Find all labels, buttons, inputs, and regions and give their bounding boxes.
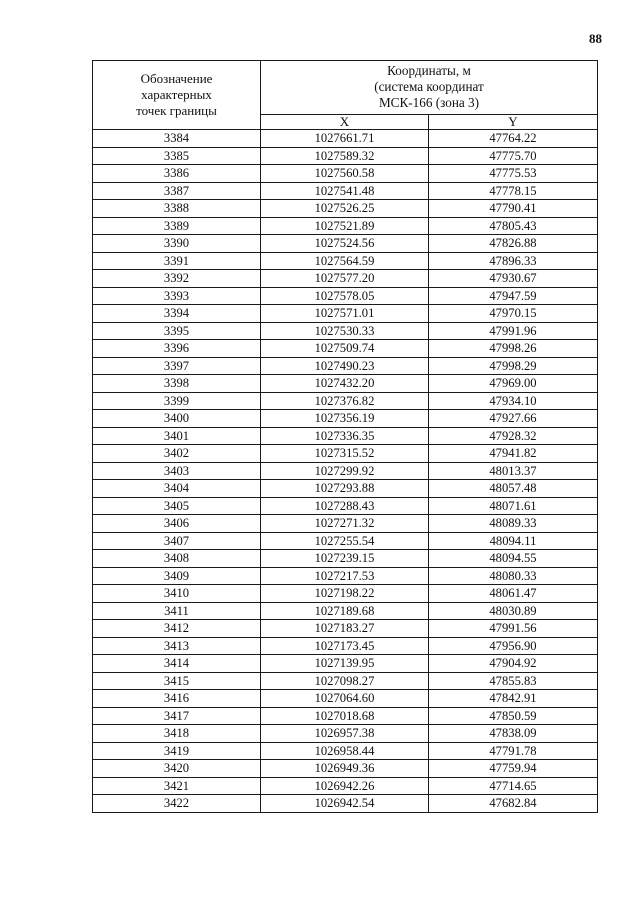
y-coordinate-cell: 48030.89 <box>429 602 598 620</box>
y-coordinate-cell: 47778.15 <box>429 182 598 200</box>
x-coordinate-cell: 1027577.20 <box>261 270 429 288</box>
table-row <box>93 322 598 340</box>
point-id-cell: 3411 <box>93 602 261 620</box>
y-coordinate-cell: 47842.91 <box>429 690 598 708</box>
y-coordinate-cell: 47991.96 <box>429 322 598 340</box>
point-id-cell: 3387 <box>93 182 261 200</box>
point-id-cell: 3393 <box>93 287 261 305</box>
x-coordinate-cell: 1027189.68 <box>261 602 429 620</box>
x-coordinate-cell: 1027198.22 <box>261 585 429 603</box>
point-id-cell: 3418 <box>93 725 261 743</box>
x-coordinate-cell: 1027173.45 <box>261 637 429 655</box>
point-id-cell: 3397 <box>93 357 261 375</box>
x-coordinate-cell: 1027589.32 <box>261 147 429 165</box>
y-coordinate-cell: 48061.47 <box>429 585 598 603</box>
point-designation-header <box>93 61 261 130</box>
point-id-cell: 3401 <box>93 427 261 445</box>
table-row <box>93 445 598 463</box>
point-id-cell: 3407 <box>93 532 261 550</box>
point-id-cell: 3399 <box>93 392 261 410</box>
page-number: 88 <box>589 31 602 46</box>
table-row <box>93 637 598 655</box>
point-id-cell: 3419 <box>93 742 261 760</box>
table-row <box>93 217 598 235</box>
table-row <box>93 585 598 603</box>
x-coordinate-cell: 1026958.44 <box>261 742 429 760</box>
y-coordinate-cell: 47998.29 <box>429 357 598 375</box>
y-coordinate-cell: 47805.43 <box>429 217 598 235</box>
table-row <box>93 760 598 778</box>
point-id-cell: 3405 <box>93 497 261 515</box>
table-row <box>93 427 598 445</box>
y-coordinate-cell: 47850.59 <box>429 707 598 725</box>
table-row <box>93 602 598 620</box>
x-coordinate-cell: 1027299.92 <box>261 462 429 480</box>
x-coordinate-cell: 1027509.74 <box>261 340 429 358</box>
point-id-cell: 3422 <box>93 795 261 813</box>
x-coordinate-cell: 1027293.88 <box>261 480 429 498</box>
table-body <box>93 130 598 813</box>
point-id-cell: 3402 <box>93 445 261 463</box>
x-coordinate-cell: 1027255.54 <box>261 532 429 550</box>
x-coordinate-cell: 1027524.56 <box>261 235 429 253</box>
point-id-cell: 3417 <box>93 707 261 725</box>
point-id-cell: 3420 <box>93 760 261 778</box>
x-coordinate-cell: 1027564.59 <box>261 252 429 270</box>
y-coordinate-cell: 47759.94 <box>429 760 598 778</box>
y-coordinate-cell: 47855.83 <box>429 672 598 690</box>
point-header-line: характерных <box>141 87 212 102</box>
y-coordinate-cell: 48094.11 <box>429 532 598 550</box>
point-id-cell: 3403 <box>93 462 261 480</box>
point-id-cell: 3394 <box>93 305 261 323</box>
x-coordinate-cell: 1026957.38 <box>261 725 429 743</box>
y-coordinate-cell: 47947.59 <box>429 287 598 305</box>
table-row <box>93 550 598 568</box>
table-row <box>93 462 598 480</box>
x-column-header: X <box>261 115 429 130</box>
y-coordinate-cell: 47941.82 <box>429 445 598 463</box>
point-header-line: точек границы <box>136 103 217 118</box>
x-coordinate-cell: 1027578.05 <box>261 287 429 305</box>
table-row <box>93 287 598 305</box>
point-header-line: Обозначение <box>140 71 213 86</box>
point-id-cell: 3414 <box>93 655 261 673</box>
point-id-cell: 3392 <box>93 270 261 288</box>
point-id-cell: 3400 <box>93 410 261 428</box>
y-coordinate-cell: 47790.41 <box>429 200 598 218</box>
y-coordinate-cell: 47775.53 <box>429 165 598 183</box>
table-row <box>93 620 598 638</box>
y-column-header: Y <box>429 115 598 130</box>
x-coordinate-cell: 1027521.89 <box>261 217 429 235</box>
y-coordinate-cell: 48089.33 <box>429 515 598 533</box>
table-row <box>93 725 598 743</box>
table-row <box>93 795 598 813</box>
coords-header-line: (система координат <box>374 79 484 94</box>
x-coordinate-cell: 1026942.54 <box>261 795 429 813</box>
y-coordinate-cell: 47682.84 <box>429 795 598 813</box>
y-coordinate-cell: 47998.26 <box>429 340 598 358</box>
point-id-cell: 3410 <box>93 585 261 603</box>
y-coordinate-cell: 47904.92 <box>429 655 598 673</box>
table-row <box>93 392 598 410</box>
y-coordinate-cell: 47791.78 <box>429 742 598 760</box>
y-coordinate-cell: 48071.61 <box>429 497 598 515</box>
point-id-cell: 3390 <box>93 235 261 253</box>
point-id-cell: 3416 <box>93 690 261 708</box>
x-coordinate-cell: 1027490.23 <box>261 357 429 375</box>
point-id-cell: 3412 <box>93 620 261 638</box>
x-coordinate-cell: 1027288.43 <box>261 497 429 515</box>
point-id-cell: 3386 <box>93 165 261 183</box>
x-coordinate-cell: 1027183.27 <box>261 620 429 638</box>
point-id-cell: 3409 <box>93 567 261 585</box>
table-row <box>93 305 598 323</box>
table-row <box>93 777 598 795</box>
x-coordinate-cell: 1027064.60 <box>261 690 429 708</box>
x-coordinate-cell: 1027315.52 <box>261 445 429 463</box>
y-coordinate-cell: 47927.66 <box>429 410 598 428</box>
point-id-cell: 3389 <box>93 217 261 235</box>
point-id-cell: 3391 <box>93 252 261 270</box>
x-coordinate-cell: 1027356.19 <box>261 410 429 428</box>
table-row <box>93 672 598 690</box>
point-id-cell: 3404 <box>93 480 261 498</box>
table-row <box>93 515 598 533</box>
y-coordinate-cell: 47775.70 <box>429 147 598 165</box>
x-coordinate-cell: 1027661.71 <box>261 130 429 148</box>
x-coordinate-cell: 1027098.27 <box>261 672 429 690</box>
table-row <box>93 567 598 585</box>
x-coordinate-cell: 1026942.26 <box>261 777 429 795</box>
x-coordinate-cell: 1027018.68 <box>261 707 429 725</box>
y-coordinate-cell: 47970.15 <box>429 305 598 323</box>
point-id-cell: 3406 <box>93 515 261 533</box>
point-id-cell: 3384 <box>93 130 261 148</box>
y-coordinate-cell: 47714.65 <box>429 777 598 795</box>
coordinates-table <box>92 60 598 813</box>
x-coordinate-cell: 1027217.53 <box>261 567 429 585</box>
x-coordinate-cell: 1027376.82 <box>261 392 429 410</box>
point-id-cell: 3388 <box>93 200 261 218</box>
table-row <box>93 235 598 253</box>
point-id-cell: 3421 <box>93 777 261 795</box>
coordinates-header <box>261 61 598 115</box>
y-coordinate-cell: 47928.32 <box>429 427 598 445</box>
table-row <box>93 182 598 200</box>
table-row <box>93 532 598 550</box>
coords-header-line: МСК-166 (зона 3) <box>378 95 480 110</box>
point-id-cell: 3398 <box>93 375 261 393</box>
point-id-cell: 3415 <box>93 672 261 690</box>
table-row <box>93 480 598 498</box>
y-coordinate-cell: 47826.88 <box>429 235 598 253</box>
y-coordinate-cell: 48057.48 <box>429 480 598 498</box>
x-coordinate-cell: 1027336.35 <box>261 427 429 445</box>
point-id-cell: 3413 <box>93 637 261 655</box>
x-coordinate-cell: 1027571.01 <box>261 305 429 323</box>
table-row <box>93 270 598 288</box>
table-row <box>93 690 598 708</box>
y-coordinate-cell: 48094.55 <box>429 550 598 568</box>
point-id-cell: 3395 <box>93 322 261 340</box>
table-row <box>93 375 598 393</box>
y-coordinate-cell: 47896.33 <box>429 252 598 270</box>
table-row <box>93 410 598 428</box>
y-coordinate-cell: 47991.56 <box>429 620 598 638</box>
y-coordinate-cell: 47764.22 <box>429 130 598 148</box>
y-coordinate-cell: 47838.09 <box>429 725 598 743</box>
table-row <box>93 147 598 165</box>
table-row <box>93 742 598 760</box>
x-coordinate-cell: 1027139.95 <box>261 655 429 673</box>
table-row <box>93 655 598 673</box>
point-id-cell: 3408 <box>93 550 261 568</box>
table-row <box>93 707 598 725</box>
x-coordinate-cell: 1027526.25 <box>261 200 429 218</box>
x-coordinate-cell: 1026949.36 <box>261 760 429 778</box>
table-row <box>93 130 598 148</box>
table-row <box>93 497 598 515</box>
point-id-cell: 3396 <box>93 340 261 358</box>
x-coordinate-cell: 1027530.33 <box>261 322 429 340</box>
y-coordinate-cell: 47969.00 <box>429 375 598 393</box>
table-row <box>93 357 598 375</box>
y-coordinate-cell: 47930.67 <box>429 270 598 288</box>
point-id-cell: 3385 <box>93 147 261 165</box>
coords-header-line: Координаты, м <box>387 63 471 78</box>
x-coordinate-cell: 1027541.48 <box>261 182 429 200</box>
x-coordinate-cell: 1027239.15 <box>261 550 429 568</box>
y-coordinate-cell: 48080.33 <box>429 567 598 585</box>
y-coordinate-cell: 48013.37 <box>429 462 598 480</box>
x-coordinate-cell: 1027560.58 <box>261 165 429 183</box>
table-row <box>93 165 598 183</box>
x-coordinate-cell: 1027271.32 <box>261 515 429 533</box>
y-coordinate-cell: 47934.10 <box>429 392 598 410</box>
table-row <box>93 252 598 270</box>
table-row <box>93 340 598 358</box>
x-coordinate-cell: 1027432.20 <box>261 375 429 393</box>
table-row <box>93 200 598 218</box>
y-coordinate-cell: 47956.90 <box>429 637 598 655</box>
